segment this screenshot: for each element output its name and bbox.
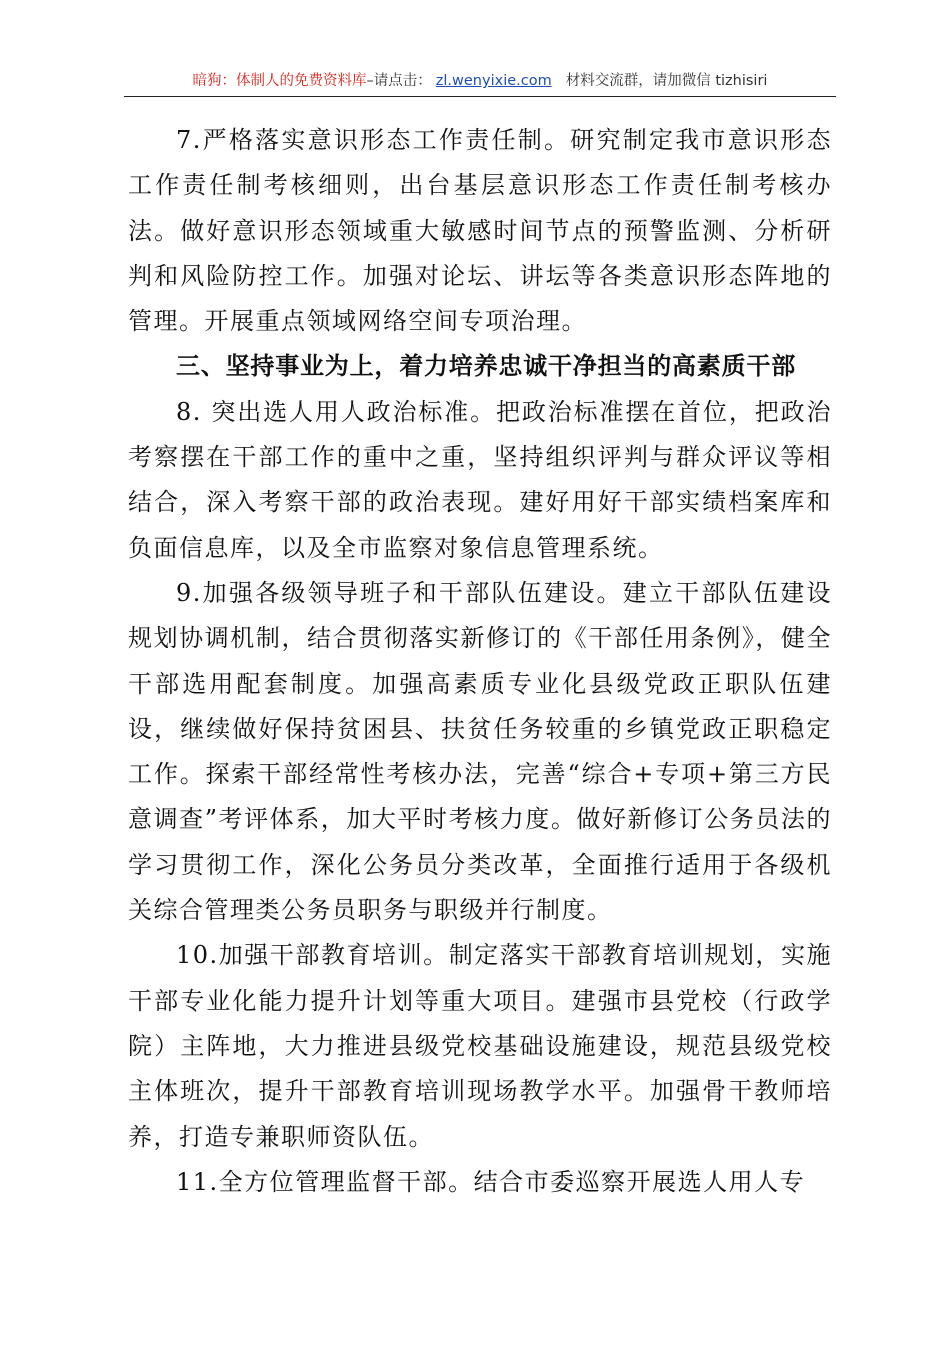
header-brand: 暗狗：体制人的免费资料库 [192,73,367,89]
paragraph-9: 9.加强各级领导班子和干部队伍建设。建立干部队伍建设规划协调机制，结合贯彻落实新修订的《干部任用条例》，健全干部选用配套制度。加强高素质专业化县级党政正职队伍建设，继续做好保持贫困县、扶贫任务较重的乡镇党政正职稳定工作。探索干部经常性考核办法，完善“综合+专项+第三方民意调查”考评体系，加大平时考核力度。做好新修订公务员法的学习贯彻工作，深化公务员分类改革，全面推行适用于各级机关综合管理类公务员职务与职级并行制度。 [128,578,832,925]
header-group-info: 材料交流群，请加微信 tizhisiri [565,73,768,89]
section-heading-3: 三、坚持事业为上，着力培养忠诚干净担当的高素质干部 [176,352,796,381]
paragraph-10: 10.加强干部教育培训。制定落实干部教育培训规划，实施干部专业化能力提升计划等重大项目。建强市县党校（行政学院）主阵地，大力推进县级党校基础设施建设，规范县级党校主体班次，提升干部教育培训现场教学水平。加强骨干教师培养，打造专兼职师资队伍。 [128,941,832,1151]
header-prompt: –请点击： [366,73,432,89]
paragraph-8: 8. 突出选人用人政治标准。把政治标准摆在首位，把政治考察摆在干部工作的重中之重，坚持组织评判与群众评议等相结合，深入考察干部的政治表现。建好用好干部实绩档案库和负面信息库，以及全市监察对象信息管理系统。 [128,397,832,562]
paragraph-7: 7.严格落实意识形态工作责任制。研究制定我市意识形态工作责任制考核细则，出台基层意识形态工作责任制考核办法。做好意识形态领域重大敏感时间节点的预警监测、分析研判和风险防控工作。加强对论坛、讲坛等各类意识形态阵地的管理。开展重点领域网络空间专项治理。 [128,126,832,336]
page-header [124,70,836,97]
document-body [128,118,832,1205]
header-link[interactable]: zl.wenyixie.com [435,73,552,89]
paragraph-11: 11.全方位管理监督干部。结合市委巡察开展选人用人专 [176,1167,806,1196]
